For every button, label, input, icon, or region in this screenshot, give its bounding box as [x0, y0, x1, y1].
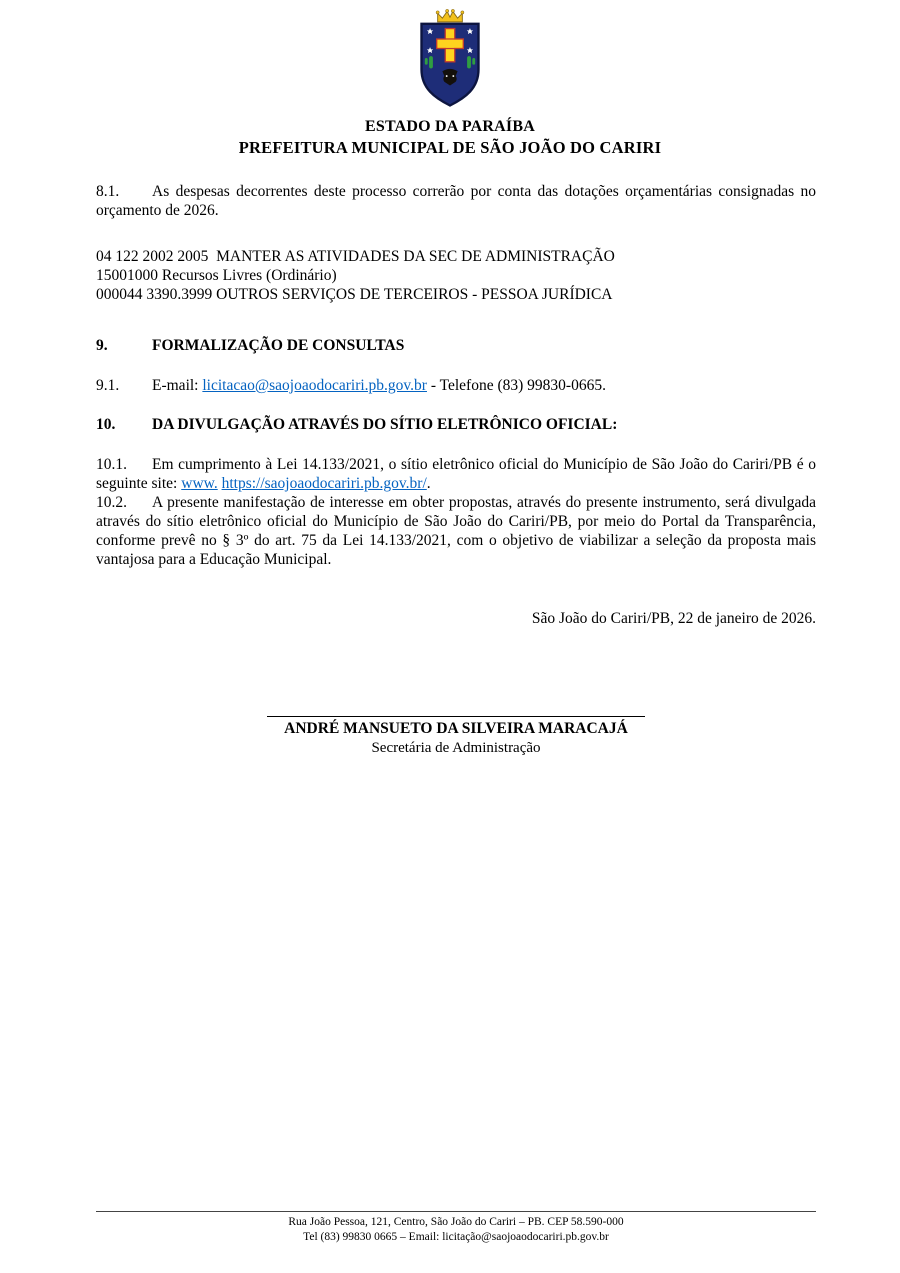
- paragraph-9-1-suffix: - Telefone (83) 99830-0665.: [426, 377, 606, 394]
- paragraph-10-2-text: A presente manifestação de interesse em obter propostas, através do presente instrumento, será divulgada através do sítio eletrônico oficial do Município de São João do Cariri/PB, por meio do Portal da Transparência, conforme prevê no § 3º do art. 75 da Lei 14.133/2021, com o objetivo de viabilizar a seleção da proposta mais vantajosa para a Educação Municipal.: [96, 494, 816, 568]
- www-link[interactable]: www.: [181, 475, 218, 492]
- item-number-8-1: 8.1.: [96, 183, 120, 200]
- document-footer: [96, 1211, 816, 1245]
- signatory-name: ANDRÉ MANSUETO DA SILVEIRA MARACAJÁ: [284, 720, 628, 737]
- document-header: [0, 0, 900, 158]
- section-9-title: FORMALIZAÇÃO DE CONSULTAS: [152, 337, 405, 354]
- paragraph-10-1-suffix: .: [426, 475, 431, 492]
- municipality-name: PREFEITURA MUNICIPAL DE SÃO JOÃO DO CARIRI: [238, 138, 662, 157]
- budget-line-resource: 15001000 Recursos Livres (Ordinário): [96, 267, 337, 284]
- state-name: ESTADO DA PARAÍBA: [365, 118, 535, 135]
- budget-allocation-block: [96, 247, 816, 304]
- paragraph-8-1: [96, 182, 816, 220]
- section-9-heading: [96, 336, 816, 355]
- item-number-10-2: 10.2.: [96, 494, 127, 511]
- paragraph-8-1-text: As despesas decorrentes deste processo correrão por conta das dotações orçamentárias consignadas no orçamento de 2026.: [96, 183, 816, 219]
- footer-address: Rua João Pessoa, 121, Centro, São João do Cariri – PB. CEP 58.590-000: [288, 1216, 624, 1228]
- signature-line: [267, 716, 645, 717]
- date-place-line: São João do Cariri/PB, 22 de janeiro de 2026.: [531, 610, 816, 627]
- paragraph-9-1-prefix: E-mail:: [152, 377, 203, 394]
- item-number-9-1: 9.1.: [96, 377, 120, 394]
- municipal-coat-of-arms-icon: [412, 8, 488, 108]
- paragraph-10-1-prefix: Em cumprimento à Lei 14.133/2021, o sítio eletrônico oficial do Município de São João do Cariri/PB é o seguinte site:: [96, 456, 816, 492]
- section-10-heading: [96, 415, 816, 434]
- document-body: [96, 182, 816, 758]
- footer-contact-prefix: Tel (83) 99830 0665 – Email:: [303, 1231, 443, 1243]
- budget-line-program: 04 122 2002 2005 MANTER AS ATIVIDADES DA SEC DE ADMINISTRAÇÃO: [96, 248, 615, 265]
- section-10-number: 10.: [96, 416, 116, 433]
- footer-contact: [96, 1230, 816, 1245]
- footer-contact-email: licitação@saojoaodocariri.pb.gov.br: [442, 1231, 609, 1243]
- official-site-link[interactable]: https://saojoaodocariri.pb.gov.br/: [221, 475, 427, 492]
- section-9-number: 9.: [96, 337, 108, 354]
- budget-line-element: 000044 3390.3999 OUTROS SERVIÇOS DE TERCEIROS - PESSOA JURÍDICA: [96, 286, 613, 303]
- paragraph-10-2: [96, 493, 816, 569]
- paragraph-10-1: [96, 455, 816, 493]
- signature-block: [96, 716, 816, 758]
- signatory-role: Secretária de Administração: [371, 740, 541, 756]
- item-number-10-1: 10.1.: [96, 456, 127, 473]
- email-link[interactable]: licitacao@saojoaodocariri.pb.gov.br: [202, 377, 427, 394]
- section-10-title: DA DIVULGAÇÃO ATRAVÉS DO SÍTIO ELETRÔNICO OFICIAL:: [152, 416, 618, 433]
- paragraph-9-1: [96, 376, 816, 395]
